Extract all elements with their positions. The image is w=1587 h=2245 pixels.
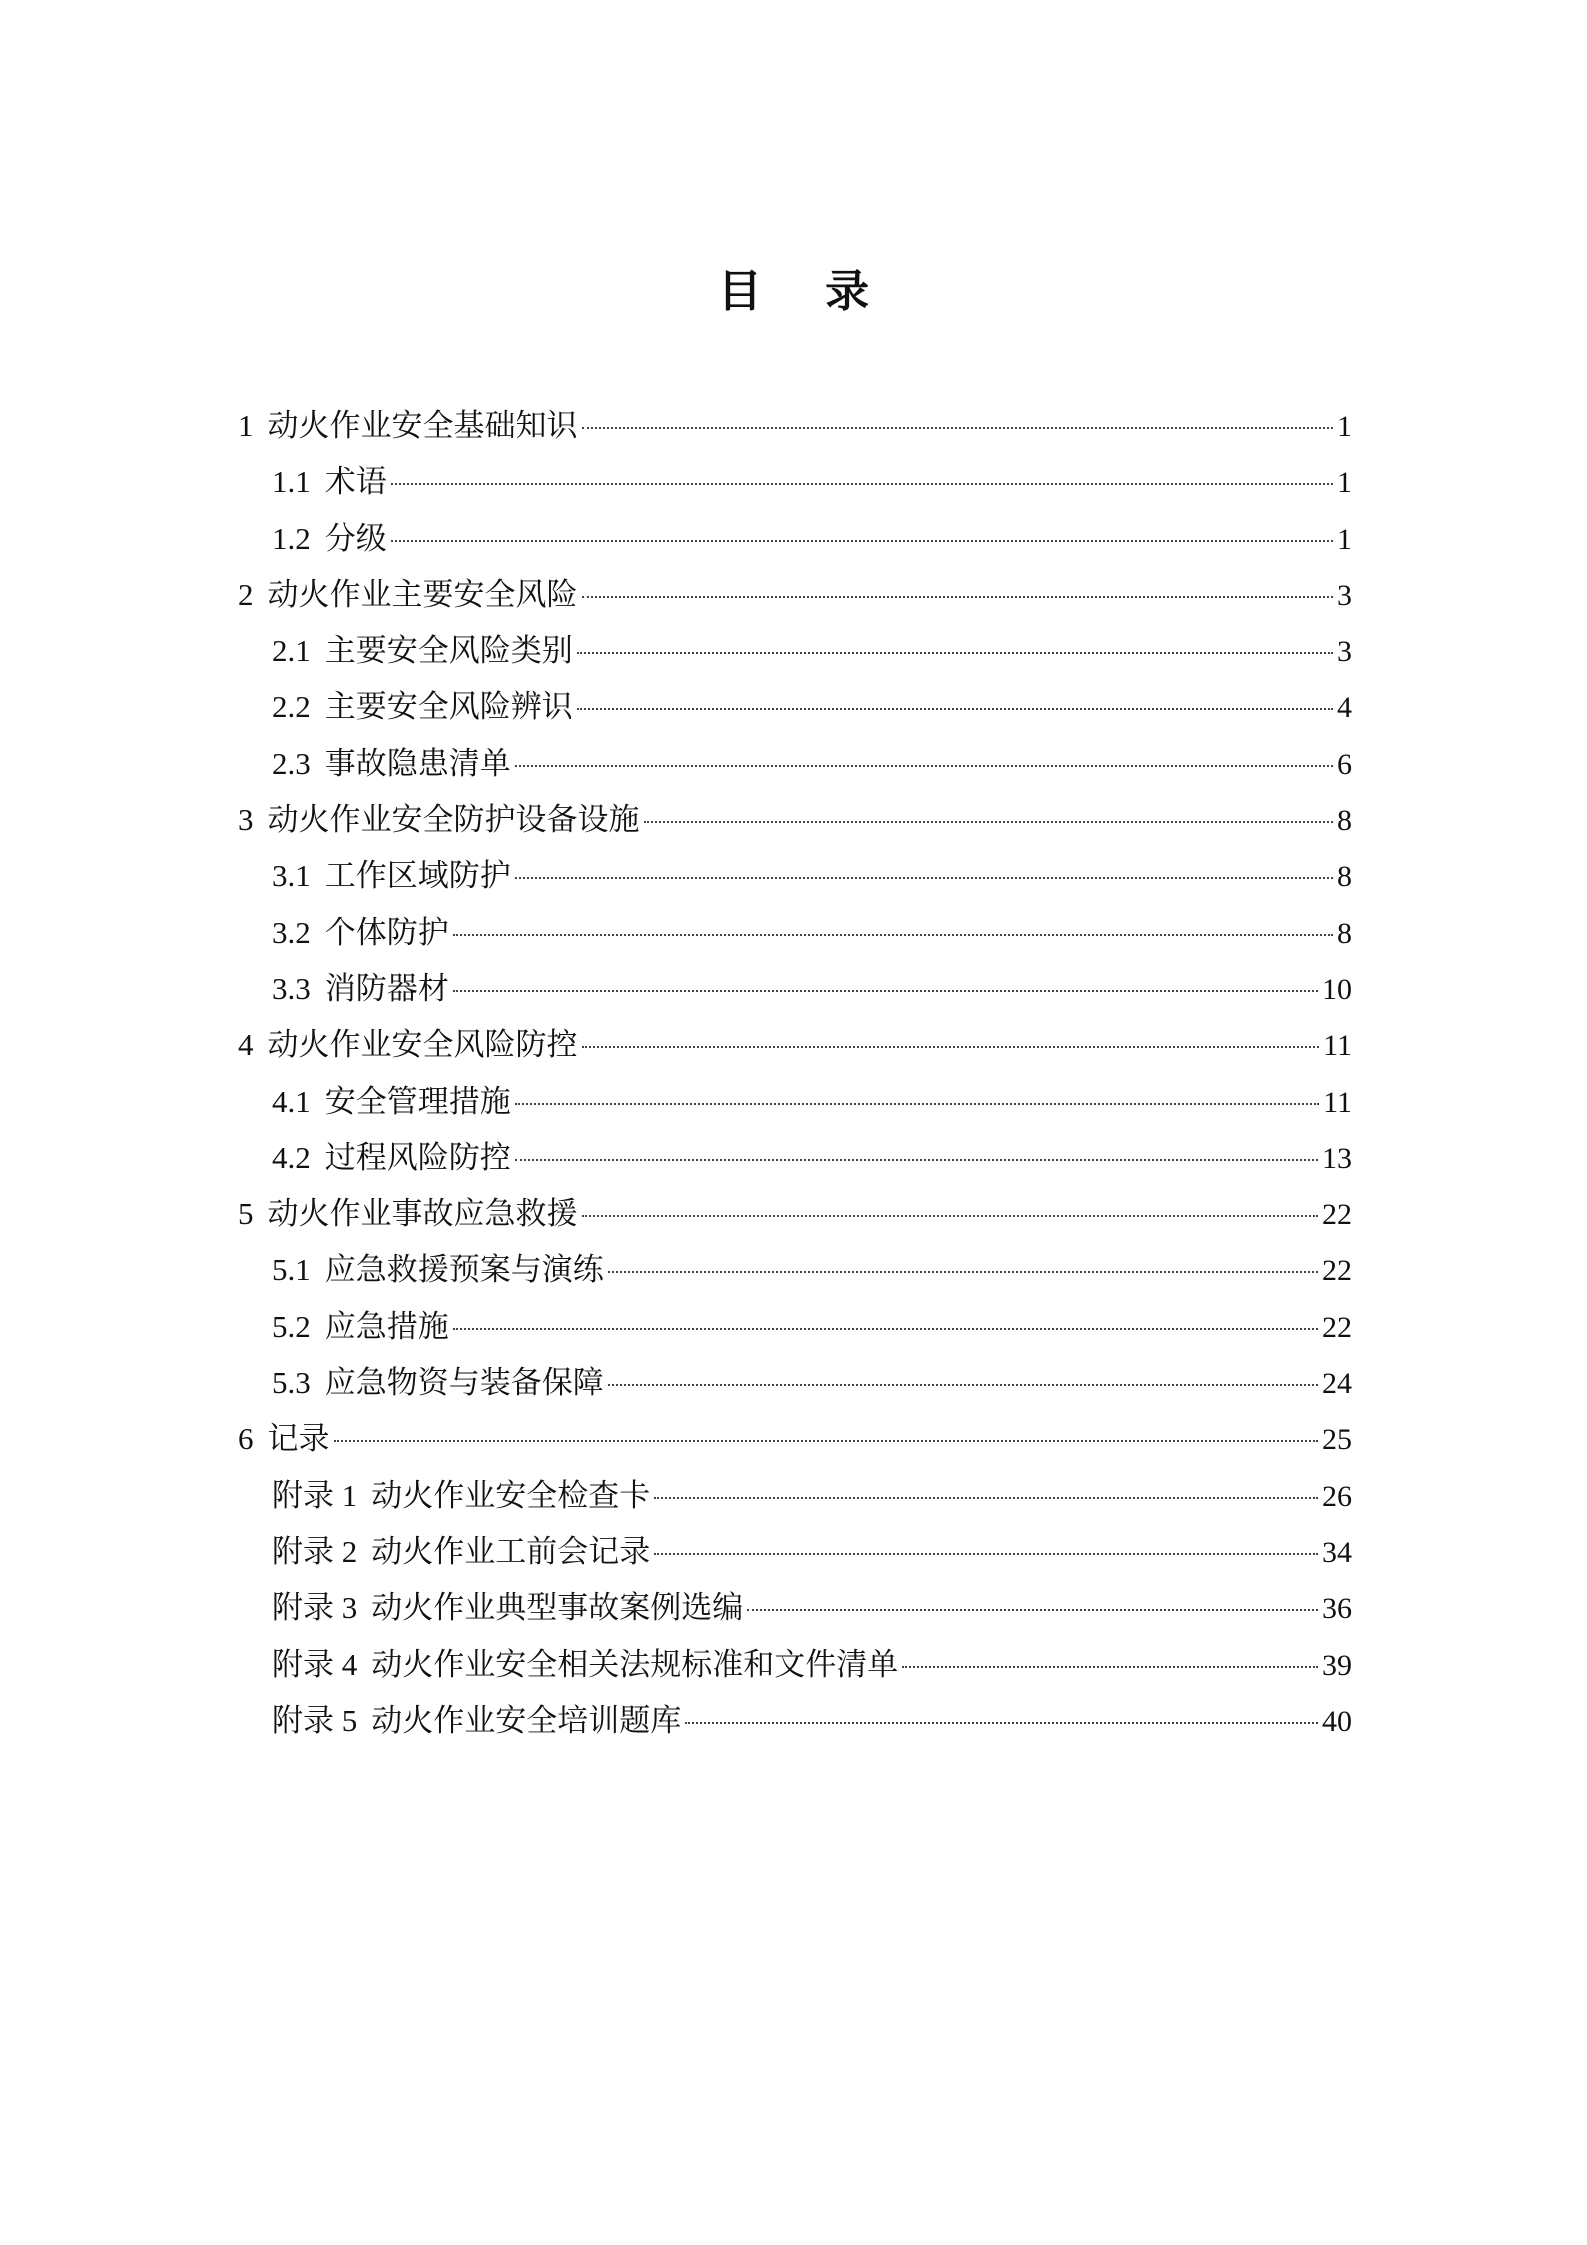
- toc-entry-number: 4.2: [272, 1139, 311, 1175]
- toc-entry-page-number: 24: [1322, 1367, 1352, 1401]
- toc-dot-leader: [654, 1552, 1318, 1555]
- toc-entry-number: 2.3: [272, 745, 311, 781]
- toc-entry[interactable]: [238, 792, 1352, 848]
- toc-entry-page-number: 11: [1323, 1085, 1352, 1119]
- toc-entry-number: 5: [238, 1196, 254, 1232]
- toc-dot-leader: [453, 989, 1318, 992]
- toc-dot-leader: [391, 482, 1333, 485]
- toc-entry[interactable]: [238, 454, 1352, 510]
- toc-entry-title: 主要安全风险辨识: [324, 689, 573, 726]
- toc-entry[interactable]: [238, 567, 1352, 623]
- toc-entry-number: 2.1: [272, 633, 311, 669]
- toc-entry-title: 应急措施: [324, 1308, 449, 1345]
- toc-entry-page-number: 22: [1322, 1198, 1352, 1232]
- toc-entry[interactable]: [238, 1637, 1352, 1693]
- toc-entry[interactable]: [238, 1130, 1352, 1186]
- toc-entry-page-number: 1: [1337, 522, 1352, 556]
- toc-entry[interactable]: [238, 1411, 1352, 1467]
- toc-entry-title: 术语: [324, 464, 387, 501]
- toc-entry-title: 消防器材: [324, 970, 449, 1007]
- toc-entry-page-number: 34: [1322, 1535, 1352, 1569]
- toc-entry-page-number: 1: [1337, 410, 1352, 443]
- toc-entry-title: 过程风险防控: [324, 1139, 511, 1176]
- toc-entry[interactable]: [238, 1580, 1352, 1636]
- toc-entry-page-number: 40: [1322, 1704, 1352, 1738]
- toc-entry-page-number: 8: [1337, 916, 1352, 950]
- toc-entry[interactable]: [238, 511, 1352, 567]
- toc-entry[interactable]: [238, 1524, 1352, 1580]
- toc-entry[interactable]: [238, 1468, 1352, 1524]
- toc-entry-title: 动火作业安全检查卡: [371, 1477, 651, 1514]
- toc-dot-leader: [608, 1270, 1318, 1273]
- toc-entry-title: 工作区域防护: [324, 858, 511, 895]
- toc-entry[interactable]: [238, 848, 1352, 904]
- toc-entry-page-number: 3: [1337, 578, 1352, 612]
- toc-entry-title: 主要安全风险类别: [324, 633, 573, 670]
- toc-entry-number: 附录 5: [272, 1702, 358, 1738]
- toc-entry-page-number: 26: [1322, 1479, 1352, 1513]
- toc-entry-page-number: 13: [1322, 1141, 1352, 1175]
- toc-entry-title: 动火作业主要安全风险: [267, 576, 578, 613]
- toc-entry[interactable]: [238, 1186, 1352, 1242]
- toc-entry-title: 动火作业安全基础知识: [267, 408, 578, 444]
- toc-entry-title: 动火作业安全培训题库: [371, 1702, 682, 1739]
- toc-entry-title: 个体防护: [324, 914, 449, 951]
- toc-dot-leader: [515, 876, 1333, 879]
- toc-entry[interactable]: [238, 1074, 1352, 1130]
- toc-entry-number: 3.1: [272, 858, 311, 894]
- toc-entry-number: 附录 1: [272, 1477, 358, 1513]
- toc-dot-leader: [747, 1608, 1318, 1611]
- toc-entry[interactable]: [238, 679, 1352, 735]
- toc-dot-leader: [582, 1214, 1319, 1217]
- toc-entry[interactable]: [238, 961, 1352, 1017]
- toc-entry-title: 动火作业安全防护设备设施: [267, 802, 640, 839]
- toc-dot-leader: [515, 1102, 1319, 1105]
- toc-entry-title: 动火作业工前会记录: [371, 1533, 651, 1570]
- toc-entry[interactable]: [238, 736, 1352, 792]
- toc-entry-page-number: 22: [1322, 1310, 1352, 1344]
- toc-entry-page-number: 4: [1337, 691, 1352, 725]
- toc-entry-number: 1.2: [272, 520, 311, 556]
- toc-entry-page-number: 39: [1322, 1648, 1352, 1682]
- toc-entry-number: 3.3: [272, 970, 311, 1006]
- toc-dot-leader: [582, 1045, 1320, 1048]
- toc-entry[interactable]: [238, 1299, 1352, 1355]
- toc-entry[interactable]: [238, 1017, 1352, 1073]
- toc-entry-page-number: 8: [1337, 860, 1352, 894]
- toc-dot-leader: [582, 595, 1334, 598]
- toc-entry-title: 动火作业安全风险防控: [267, 1027, 578, 1064]
- toc-dot-leader: [515, 764, 1333, 767]
- toc-dot-leader: [685, 1721, 1318, 1724]
- toc-entry-title: 记录: [267, 1421, 330, 1458]
- toc-entry-number: 5.3: [272, 1365, 311, 1401]
- toc-entry-number: 5.2: [272, 1308, 311, 1344]
- toc-dot-leader: [334, 1439, 1319, 1442]
- toc-dot-leader: [582, 426, 1334, 429]
- toc-entry[interactable]: [238, 1355, 1352, 1411]
- toc-dot-leader: [391, 539, 1333, 542]
- toc-entry-number: 6: [238, 1421, 254, 1457]
- toc-entry-number: 5.1: [272, 1252, 311, 1288]
- page-title: 目 录: [717, 266, 894, 317]
- toc-entry-page-number: 8: [1337, 804, 1352, 838]
- toc-entry-number: 4: [238, 1027, 254, 1063]
- toc-dot-leader: [644, 820, 1334, 823]
- toc-entry[interactable]: [238, 905, 1352, 961]
- toc-dot-leader: [515, 1158, 1318, 1161]
- toc-entry-number: 1.1: [272, 464, 311, 500]
- toc-entry-number: 3: [238, 802, 254, 838]
- toc-entry-number: 附录 4: [272, 1646, 358, 1682]
- toc-entry-page-number: 1: [1337, 466, 1352, 500]
- toc-entry-page-number: 22: [1322, 1254, 1352, 1288]
- toc-entry-number: 4.1: [272, 1083, 311, 1119]
- toc-entry[interactable]: [238, 398, 1352, 454]
- toc-dot-leader: [902, 1665, 1318, 1668]
- table-of-contents: [238, 398, 1352, 1749]
- toc-dot-leader: [577, 651, 1333, 654]
- toc-entry[interactable]: [238, 1242, 1352, 1298]
- toc-entry-page-number: 10: [1322, 972, 1352, 1006]
- toc-dot-leader: [577, 707, 1333, 710]
- toc-dot-leader: [453, 933, 1333, 936]
- toc-entry-title: 动火作业事故应急救援: [267, 1196, 578, 1233]
- toc-entry-number: 附录 2: [272, 1533, 358, 1569]
- toc-entry-page-number: 25: [1322, 1423, 1352, 1457]
- toc-entry-number: 1: [238, 408, 254, 443]
- toc-entry-page-number: 6: [1337, 747, 1352, 781]
- toc-entry-title: 应急救援预案与演练: [324, 1252, 604, 1289]
- toc-entry-title: 事故隐患清单: [324, 745, 511, 782]
- toc-entry-number: 2.2: [272, 689, 311, 725]
- toc-entry-page-number: 36: [1322, 1592, 1352, 1626]
- toc-entry-title: 分级: [324, 520, 387, 557]
- toc-dot-leader: [453, 1327, 1318, 1330]
- toc-entry-title: 安全管理措施: [324, 1083, 511, 1120]
- toc-entry-title: 动火作业典型事故案例选编: [371, 1590, 744, 1627]
- toc-entry[interactable]: [238, 1693, 1352, 1749]
- toc-entry-number: 3.2: [272, 914, 311, 950]
- toc-dot-leader: [654, 1496, 1318, 1499]
- toc-entry-title: 应急物资与装备保障: [324, 1365, 604, 1402]
- toc-entry-page-number: 3: [1337, 635, 1352, 669]
- toc-entry-page-number: 11: [1323, 1029, 1352, 1063]
- toc-entry[interactable]: [238, 623, 1352, 679]
- toc-entry-number: 2: [238, 576, 254, 612]
- toc-entry-number: 附录 3: [272, 1590, 358, 1626]
- toc-dot-leader: [608, 1383, 1318, 1386]
- toc-entry-title: 动火作业安全相关法规标准和文件清单: [371, 1646, 899, 1683]
